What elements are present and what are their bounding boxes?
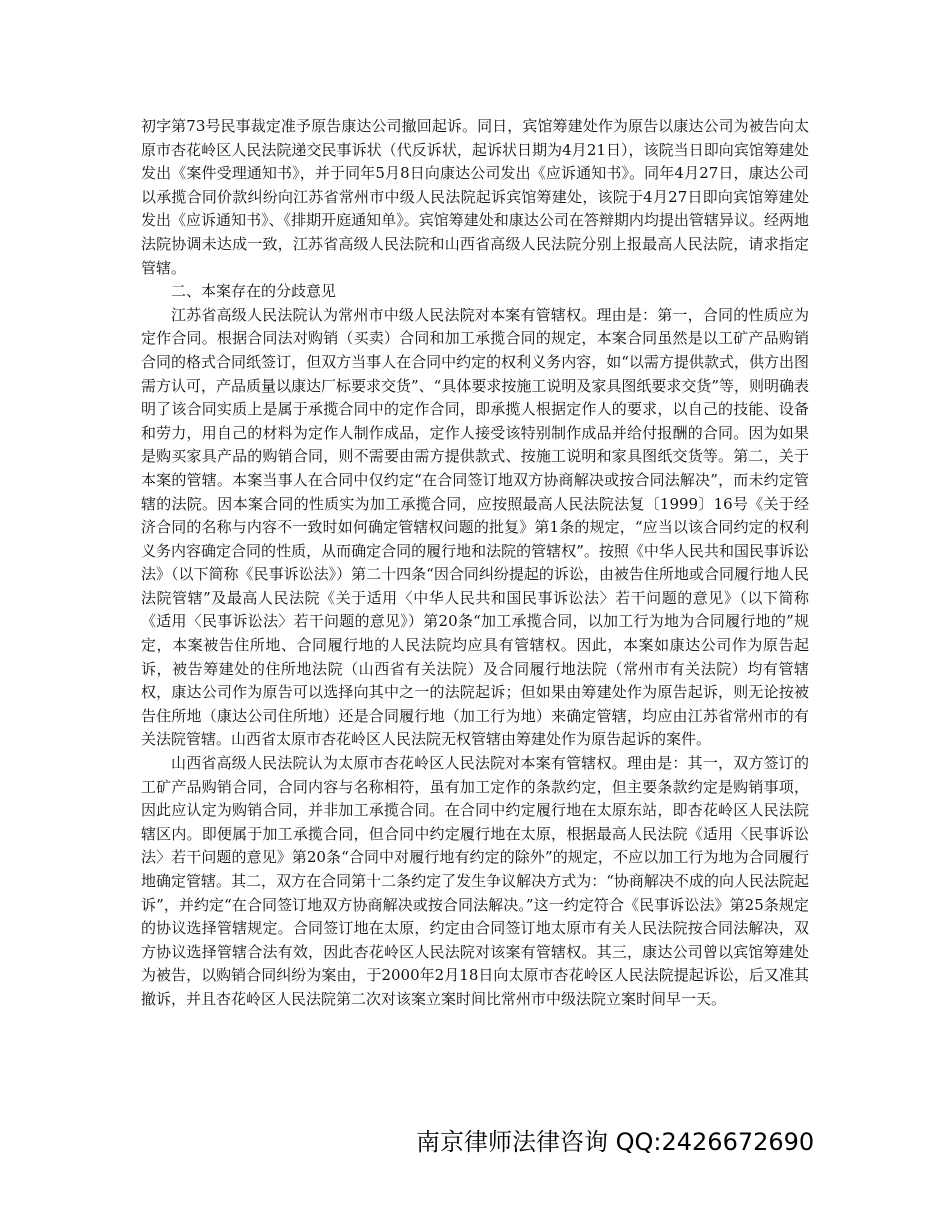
footer-contact-watermark: 南京律师法律咨询 QQ:2426672690 [416, 1128, 815, 1156]
paragraph-shanxi-opinion: 山西省高级人民法院认为太原市杏花岭区人民法院对本案有管辖权。理由是：其一，双方签订的工矿产品购销合同，合同内容与名称相符，虽有加工定作的条款约定，但主要条款约定是购销事项，因此应认定为购销合同，并非加工承揽合同。在合同中约定履行地在太原东站，即杏花岭区人民法院辖区内。即便属于加工承揽合同，但合同中约定履行地在太原，根据最高人民法院《适用〈民事诉讼法〉若干问题的意见》第20条“合同中对履行地有约定的除外”的规定，不应以加工行为地为合同履行地确定管辖。其二，双方在合同第十二条约定了发生争议解决方式为：“协商解决不成的向人民法院起诉”，并约定“在合同签订地双方协商解决或按合同法解决。”这一约定符合《民事诉讼法》第25条规定的协议选择管辖规定。合同签订地在太原，约定由合同签订地太原市有关人民法院按合同法解决，双方协议选择管辖合法有效，因此杏花岭区人民法院对该案有管辖权。其三，康达公司曾以宾馆筹建处为被告，以购销合同纠纷为案由，于2000年2月18日向太原市杏花岭区人民法院提起诉讼，后又准其撤诉，并且杏花岭区人民法院第二次对该案立案时间比常州市中级法院立案时间早一天。 [141, 754, 809, 1008]
paragraph-jiangsu-opinion: 江苏省高级人民法院认为常州市中级人民法院对本案有管辖权。理由是：第一，合同的性质应为定作合同。根据合同法对购销（买卖）合同和加工承揽合同的规定，本案合同虽然是以工矿产品购销合同的格式合同纸签订，但双方当事人在合同中约定的权利义务内容，如“以需方提供款式，供方出图需方认可，产品质量以康达厂标要求交货”、“具体要求按施工说明及家具图纸要求交货”等，则明确表明了该合同实质上是属于承揽合同中的定作合同，即承揽人根据定作人的要求，以自己的技能、设备和劳力，用自己的材料为定作人制作成品，定作人接受该特别制作成品并给付报酬的合同。因为如果是购买家具产品的购销合同，则不需要由需方提供款式、按施工说明和家具图纸交货等。第二，关于本案的管辖。本案当事人在合同中仅约定“在合同签订地双方协商解决或按合同法解决”，而未约定管辖的法院。因本案合同的性质实为加工承揽合同，应按照最高人民法院法复〔1999〕16号《关于经济合同的名称与内容不一致时如何确定管辖权问题的批复》第1条的规定，“应当以该合同约定的权利义务内容确定合同的性质，从而确定合同的履行地和法院的管辖权”。按照《中华人民共和国民事诉讼法》（以下简称《民事诉讼法》）第二十四条“因合同纠纷提起的诉讼，由被告住所地或合同履行地人民法院管辖”及最高人民法院《关于适用〈中华人民共和国民事诉讼法〉若干问题的意见》（以下简称《适用〈民事诉讼法〉若干问题的意见》）第20条“加工承揽合同，以加工行为地为合同履行地的”规定，本案被告住所地、合同履行地的人民法院均应具有管辖权。因此，本案如康达公司作为原告起诉，被告筹建处的住所地法院（山西省有关法院）及合同履行地法院（常州市有关法院）均有管辖权，康达公司作为原告可以选择向其中之一的法院起诉；但如果由筹建处作为原告起诉，则无论按被告住所地（康达公司住所地）还是合同履行地（加工行为地）来确定管辖，均应由江苏省常州市的有关法院管辖。山西省太原市杏花岭区人民法院无权管辖由筹建处作为原告起诉的案件。 [141, 305, 810, 749]
document-body [141, 115, 809, 1012]
section-heading-disagreements: 二、本案存在的分歧意见 [171, 282, 337, 301]
paragraph-case-history: 初字第73号民事裁定准予原告康达公司撤回起诉。同日，宾馆筹建处作为原告以康达公司为被告向太原市杏花岭区人民法院递交民事诉状（代反诉状，起诉状日期为4月21日），该院当日即向宾馆筹建处发出《案件受理通知书》，并于同年5月8日向康达公司发出《应诉通知书》。同年4月27日，康达公司以承揽合同价款纠纷向江苏省常州市中级人民法院起诉宾馆筹建处，该院于4月27日即向宾馆筹建处发出《应诉通知书》、《排期开庭通知单》。宾馆筹建处和康达公司在答辩期内均提出管辖异议。经两地法院协调未达成一致，江苏省高级人民法院和山西省高级人民法院分别上报最高人民法院，请求指定管辖。 [141, 117, 809, 277]
